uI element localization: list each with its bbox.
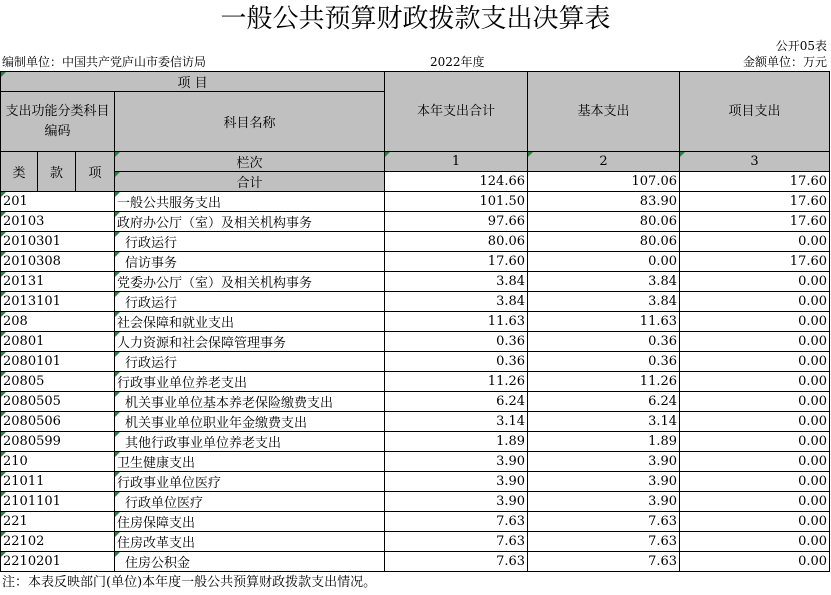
row-code: 2010308	[1, 252, 115, 272]
row-subject-name: 住房公积金	[115, 552, 385, 572]
project-sum: 17.60	[680, 172, 830, 192]
row-total: 7.63	[385, 532, 528, 552]
row-basic: 1.89	[528, 432, 680, 452]
row-code: 210	[1, 452, 115, 472]
row-total: 3.90	[385, 472, 528, 492]
row-basic: 83.90	[528, 192, 680, 212]
row-total: 1.89	[385, 432, 528, 452]
row-code: 20103	[1, 212, 115, 232]
row-subject-name: 机关事业单位基本养老保险缴费支出	[115, 392, 385, 412]
row-total: 101.50	[385, 192, 528, 212]
header-col2: 2	[528, 152, 680, 172]
row-code: 20805	[1, 372, 115, 392]
row-project: 0.00	[680, 232, 830, 252]
row-code: 201	[1, 192, 115, 212]
row-project: 0.00	[680, 332, 830, 352]
row-basic: 7.63	[528, 532, 680, 552]
table-row	[1, 412, 830, 432]
row-code: 2080599	[1, 432, 115, 452]
table-row	[1, 252, 830, 272]
row-subject-name: 其他行政事业单位养老支出	[115, 432, 385, 452]
basic-sum: 107.06	[528, 172, 680, 192]
row-subject-name: 行政单位医疗	[115, 492, 385, 512]
row-total: 3.84	[385, 272, 528, 292]
table-row	[1, 292, 830, 312]
unit-label: 编制单位：中国共产党庐山市委信访局	[2, 55, 207, 69]
row-project: 17.60	[680, 252, 830, 272]
row-total: 17.60	[385, 252, 528, 272]
row-subject-name: 行政事业单位医疗	[115, 472, 385, 492]
form-code: 公开05表	[775, 39, 827, 53]
row-code: 20801	[1, 332, 115, 352]
row-code: 2013101	[1, 292, 115, 312]
row-total: 97.66	[385, 212, 528, 232]
header-item: 项 目	[1, 72, 385, 92]
footnote: 注：本表反映部门(单位)本年度一般公共预算财政拨款支出情况。	[2, 575, 377, 590]
header-col1: 1	[385, 152, 528, 172]
row-subject-name: 行政运行	[115, 292, 385, 312]
header-func-code: 支出功能分类科目编码	[1, 92, 115, 152]
row-basic: 3.84	[528, 292, 680, 312]
total-sum: 124.66	[385, 172, 528, 192]
row-code: 208	[1, 312, 115, 332]
row-project: 0.00	[680, 372, 830, 392]
row-basic: 3.90	[528, 492, 680, 512]
row-basic: 11.26	[528, 372, 680, 392]
table-row	[1, 492, 830, 512]
row-basic: 80.06	[528, 212, 680, 232]
row-basic: 0.00	[528, 252, 680, 272]
header-heji: 合计	[115, 172, 385, 192]
row-project: 0.00	[680, 512, 830, 532]
row-basic: 7.63	[528, 512, 680, 532]
table-row	[1, 372, 830, 392]
row-total: 0.36	[385, 352, 528, 372]
header-basic: 基本支出	[528, 72, 680, 152]
table-row	[1, 552, 830, 572]
row-subject-name: 信访事务	[115, 252, 385, 272]
row-project: 17.60	[680, 192, 830, 212]
row-total: 3.90	[385, 452, 528, 472]
table-row	[1, 212, 830, 232]
page-title: 一般公共预算财政拨款支出决算表	[220, 4, 611, 34]
row-basic: 6.24	[528, 392, 680, 412]
table-row	[1, 272, 830, 292]
row-basic: 7.63	[528, 552, 680, 572]
row-basic: 3.14	[528, 412, 680, 432]
row-subject-name: 行政运行	[115, 352, 385, 372]
row-project: 0.00	[680, 412, 830, 432]
row-code: 21011	[1, 472, 115, 492]
row-code: 2101101	[1, 492, 115, 512]
row-subject-name: 行政事业单位养老支出	[115, 372, 385, 392]
row-subject-name: 人力资源和社会保障管理事务	[115, 332, 385, 352]
row-project: 0.00	[680, 272, 830, 292]
row-total: 0.36	[385, 332, 528, 352]
row-subject-name: 一般公共服务支出	[115, 192, 385, 212]
fiscal-year: 2022年度	[430, 55, 485, 69]
table-row	[1, 392, 830, 412]
table-row	[1, 192, 830, 212]
row-code: 2080101	[1, 352, 115, 372]
row-basic: 0.36	[528, 352, 680, 372]
row-code: 221	[1, 512, 115, 532]
row-project: 0.00	[680, 352, 830, 372]
amount-unit: 金额单位：万元	[742, 55, 827, 69]
row-project: 0.00	[680, 472, 830, 492]
header-subject-name: 科目名称	[115, 92, 385, 152]
row-subject-name: 机关事业单位职业年金缴费支出	[115, 412, 385, 432]
row-subject-name: 政府办公厅（室）及相关机构事务	[115, 212, 385, 232]
header-total: 本年支出合计	[385, 72, 528, 152]
row-subject-name: 行政运行	[115, 232, 385, 252]
row-total: 3.84	[385, 292, 528, 312]
row-project: 0.00	[680, 532, 830, 552]
row-code: 22102	[1, 532, 115, 552]
table-row	[1, 312, 830, 332]
row-project: 0.00	[680, 312, 830, 332]
expenditure-table	[0, 71, 830, 572]
row-basic: 3.90	[528, 472, 680, 492]
row-basic: 80.06	[528, 232, 680, 252]
header-project: 项目支出	[680, 72, 830, 152]
row-total: 3.90	[385, 492, 528, 512]
table-row	[1, 432, 830, 452]
row-project: 0.00	[680, 292, 830, 312]
row-subject-name: 党委办公厅（室）及相关机构事务	[115, 272, 385, 292]
table-row	[1, 532, 830, 552]
row-project: 0.00	[680, 452, 830, 472]
row-subject-name: 住房保障支出	[115, 512, 385, 532]
row-project: 17.60	[680, 212, 830, 232]
table-row	[1, 232, 830, 252]
table-row	[1, 512, 830, 532]
row-code: 2210201	[1, 552, 115, 572]
table-row	[1, 332, 830, 352]
header-col3: 3	[680, 152, 830, 172]
row-total: 80.06	[385, 232, 528, 252]
row-code: 2080506	[1, 412, 115, 432]
table-row	[1, 352, 830, 372]
header-xiang: 项	[76, 152, 115, 192]
row-basic: 3.90	[528, 452, 680, 472]
table-row	[1, 452, 830, 472]
table-row	[1, 472, 830, 492]
row-project: 0.00	[680, 432, 830, 452]
row-project: 0.00	[680, 392, 830, 412]
row-subject-name: 社会保障和就业支出	[115, 312, 385, 332]
row-total: 7.63	[385, 512, 528, 532]
row-total: 11.63	[385, 312, 528, 332]
row-project: 0.00	[680, 552, 830, 572]
header-lei: 类	[1, 152, 38, 192]
row-subject-name: 住房改革支出	[115, 532, 385, 552]
row-subject-name: 卫生健康支出	[115, 452, 385, 472]
row-basic: 3.84	[528, 272, 680, 292]
row-basic: 11.63	[528, 312, 680, 332]
row-total: 7.63	[385, 552, 528, 572]
row-total: 11.26	[385, 372, 528, 392]
header-kuan: 款	[38, 152, 76, 192]
row-basic: 0.36	[528, 332, 680, 352]
row-code: 2010301	[1, 232, 115, 252]
row-total: 6.24	[385, 392, 528, 412]
header-lanci: 栏次	[115, 152, 385, 172]
row-code: 2080505	[1, 392, 115, 412]
row-project: 0.00	[680, 492, 830, 512]
row-total: 3.14	[385, 412, 528, 432]
row-code: 20131	[1, 272, 115, 292]
